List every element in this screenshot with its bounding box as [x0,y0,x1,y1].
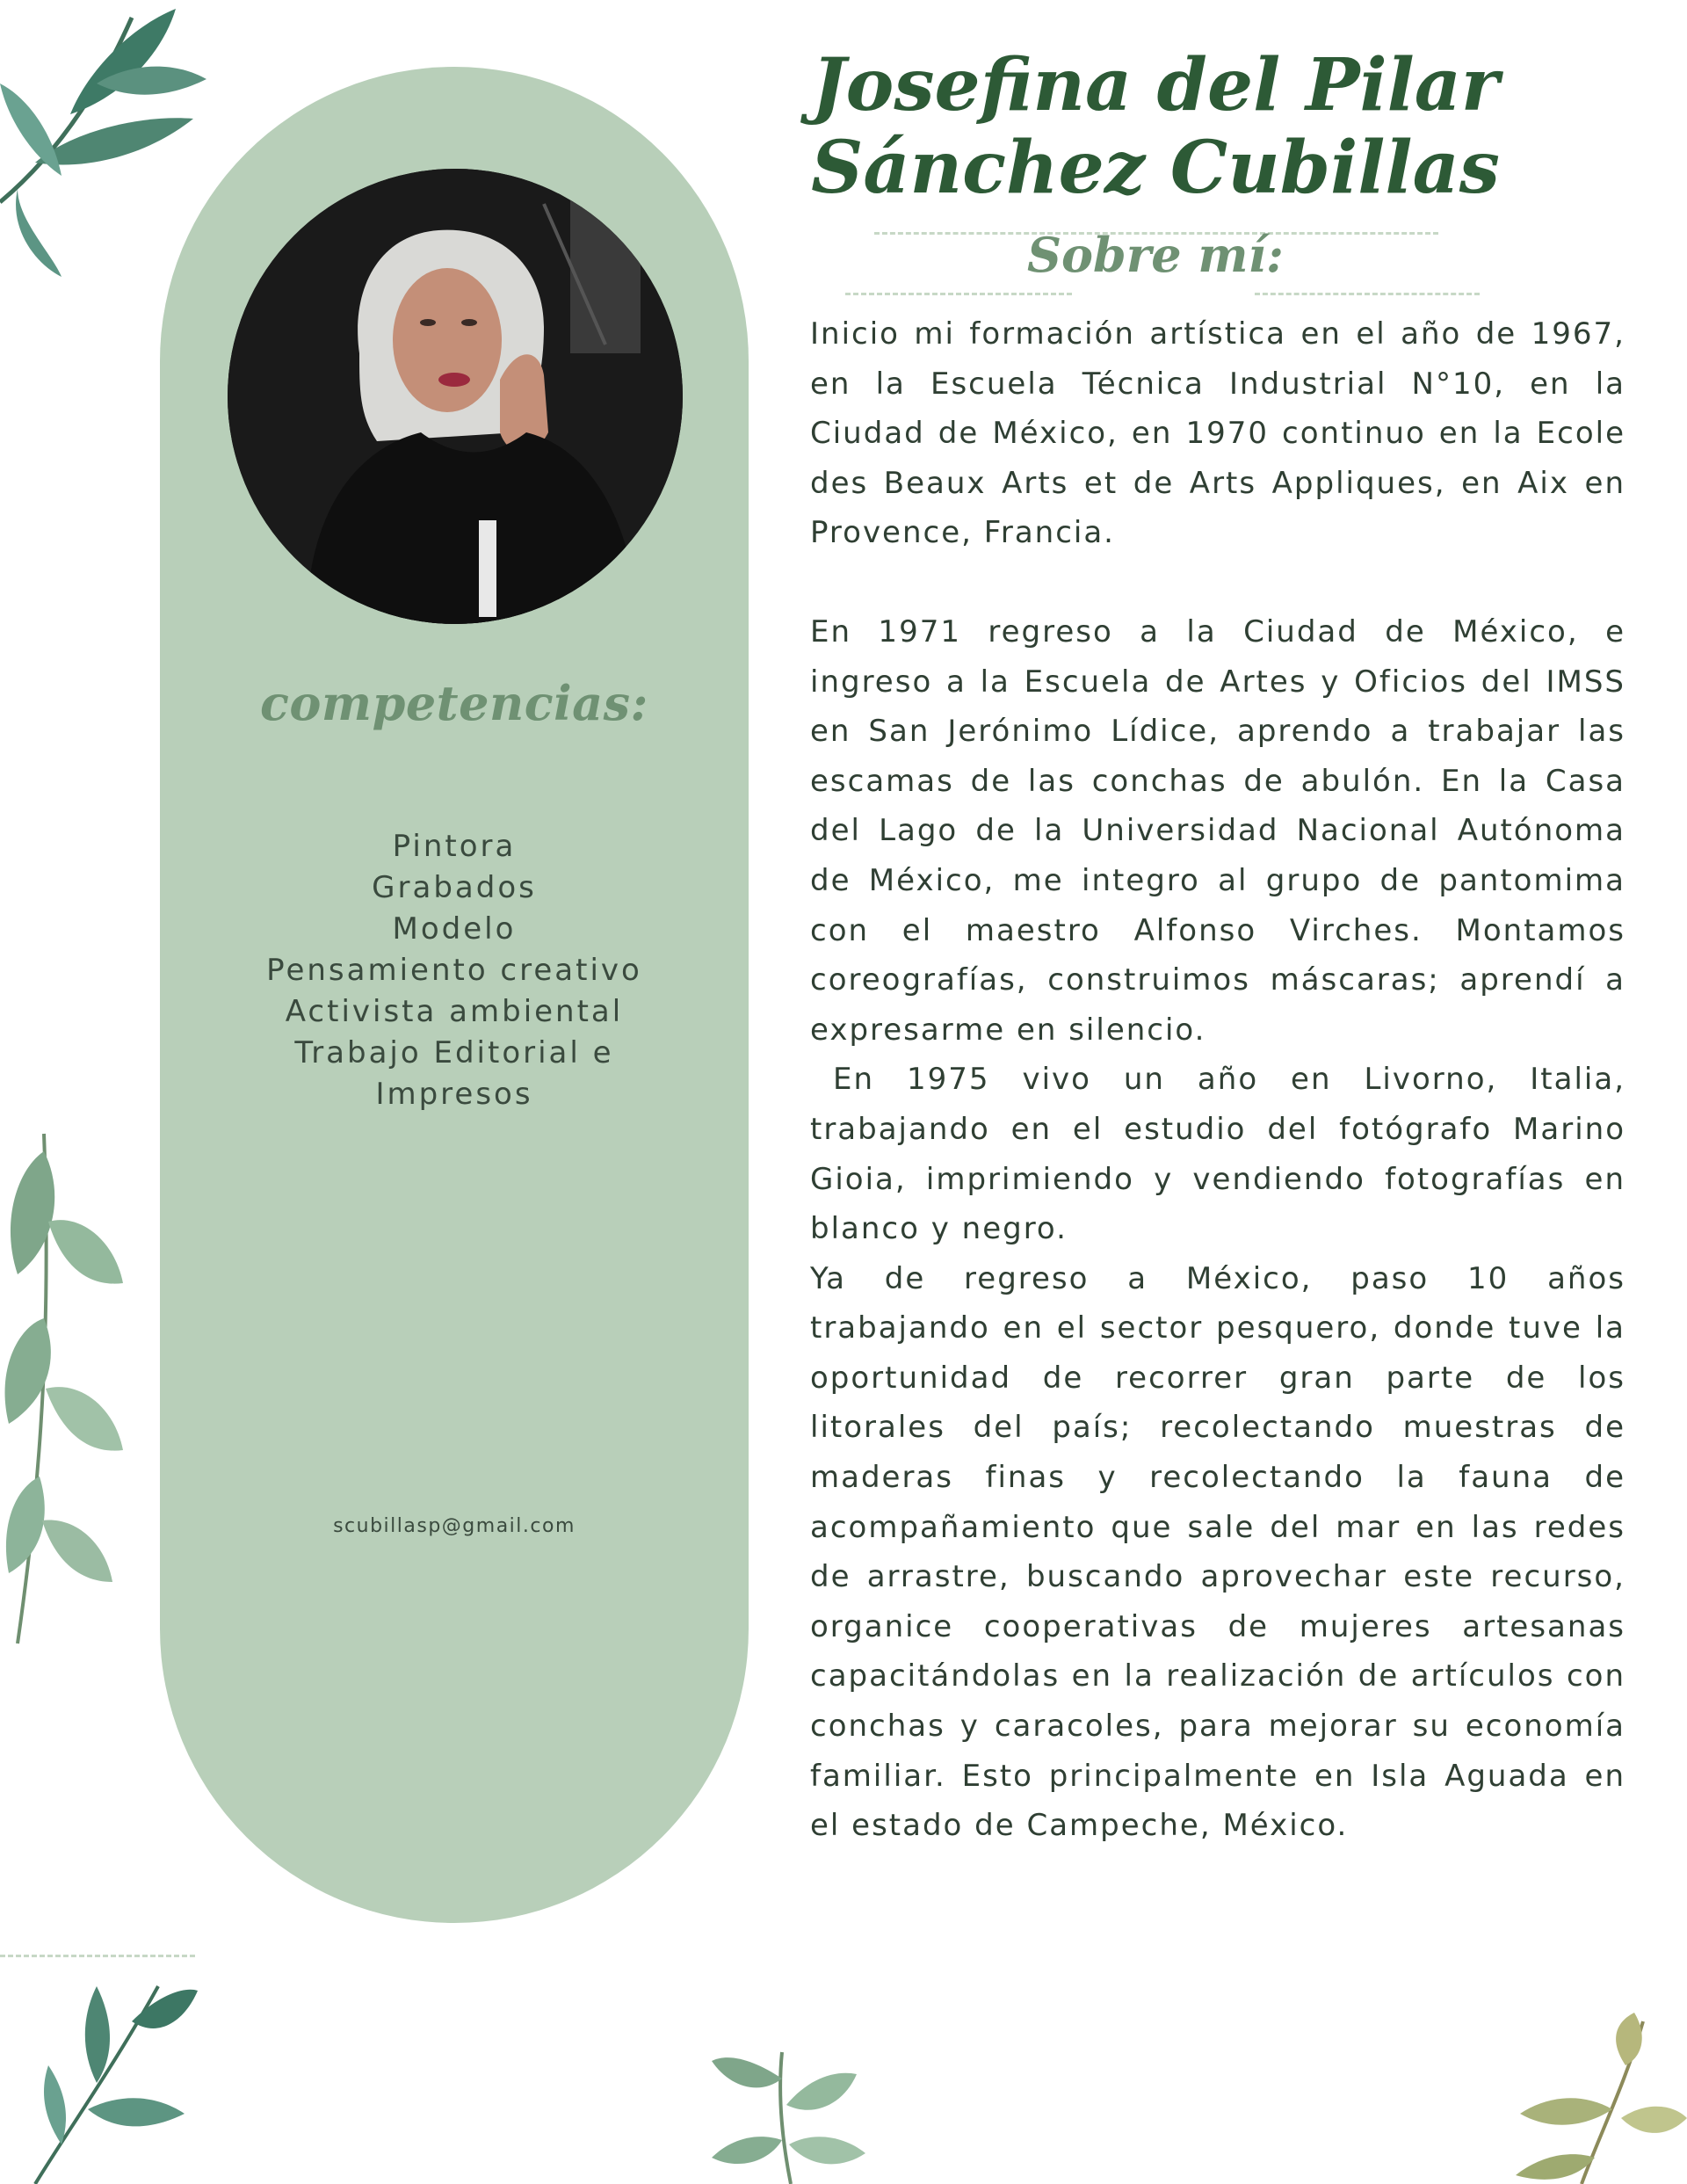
about-heading: Sobre mí: [1027,227,1284,283]
leaf-decoration-bottom-right [1476,2013,1687,2184]
page-title [791,44,1520,209]
leaf-decoration-bottom-center [694,2043,887,2184]
profile-photo [228,169,683,624]
divider-about-right [1255,293,1480,295]
competencias-list [160,826,749,1115]
leaf-decoration-top-left [0,0,211,281]
name-line-1: Josefina del Pilar [811,43,1500,127]
list-item: Impresos [375,1077,533,1112]
about-paragraph: Ya de regreso a México, paso 10 años trabajando en el sector pesquero, donde tuve la oportunidad de recorrer gran parte de los litorales del país; recolectando muestras de maderas finas y recolectando la fauna de acompañamiento que sale del mar en las redes de arrastre, buscando aprovechar este recurso, organice cooperativas de mujeres artesanas capacitándolas en la realización de artículos con conchas y caracoles, para mejorar su economía familiar. Esto principalmente en Isla Aguada en el estado de Campeche, México. [810,1260,1625,1844]
leaf-decoration-left-middle [0,1099,141,1652]
about-paragraph: En 1971 regreso a la Ciudad de México, e ingreso a la Escuela de Artes y Oficios del IMSS en San Jerónimo Lídice, aprendo a trabajar las escamas de las conchas de abulón. En la Casa del Lago de la Universidad Nacional Autónoma de México, me integro al grupo de pantomima con el maestro Alfonso Virches. Montamos coreografías, construimos máscaras; aprendí a expresarme en silencio. [810,613,1625,1048]
about-text [810,309,1625,1851]
about-paragraph: Inicio mi formación artística en el año de 1967, en la Escuela Técnica Industrial N°10, en la Ciudad de México, en 1970 continuo en la Ecole des Beaux Arts et de Arts Appliques, en Aix en Provence, Francia. [810,316,1625,551]
email-text: scubillasp@gmail.com [333,1515,576,1537]
list-item: Pintora [392,829,517,864]
divider-about-left [845,293,1072,295]
about-paragraph: En 1975 vivo un año en Livorno, Italia, trabajando en el estudio del fotógrafo Marino Gioia, imprimiendo y vendiendo fotografías en blanco y negro. [810,1062,1625,1247]
divider-left-bottom [0,1955,195,1957]
list-item: Trabajo Editorial e [294,1035,614,1070]
name-line-2: Sánchez Cubillas [811,126,1500,210]
list-item: Activista ambiental [285,994,624,1029]
list-item: Grabados [372,870,537,905]
list-item: Modelo [392,911,517,947]
list-item: Pensamiento creativo [266,953,642,988]
competencias-heading: competencias: [260,675,648,731]
leaf-decoration-bottom-left [26,1969,202,2184]
